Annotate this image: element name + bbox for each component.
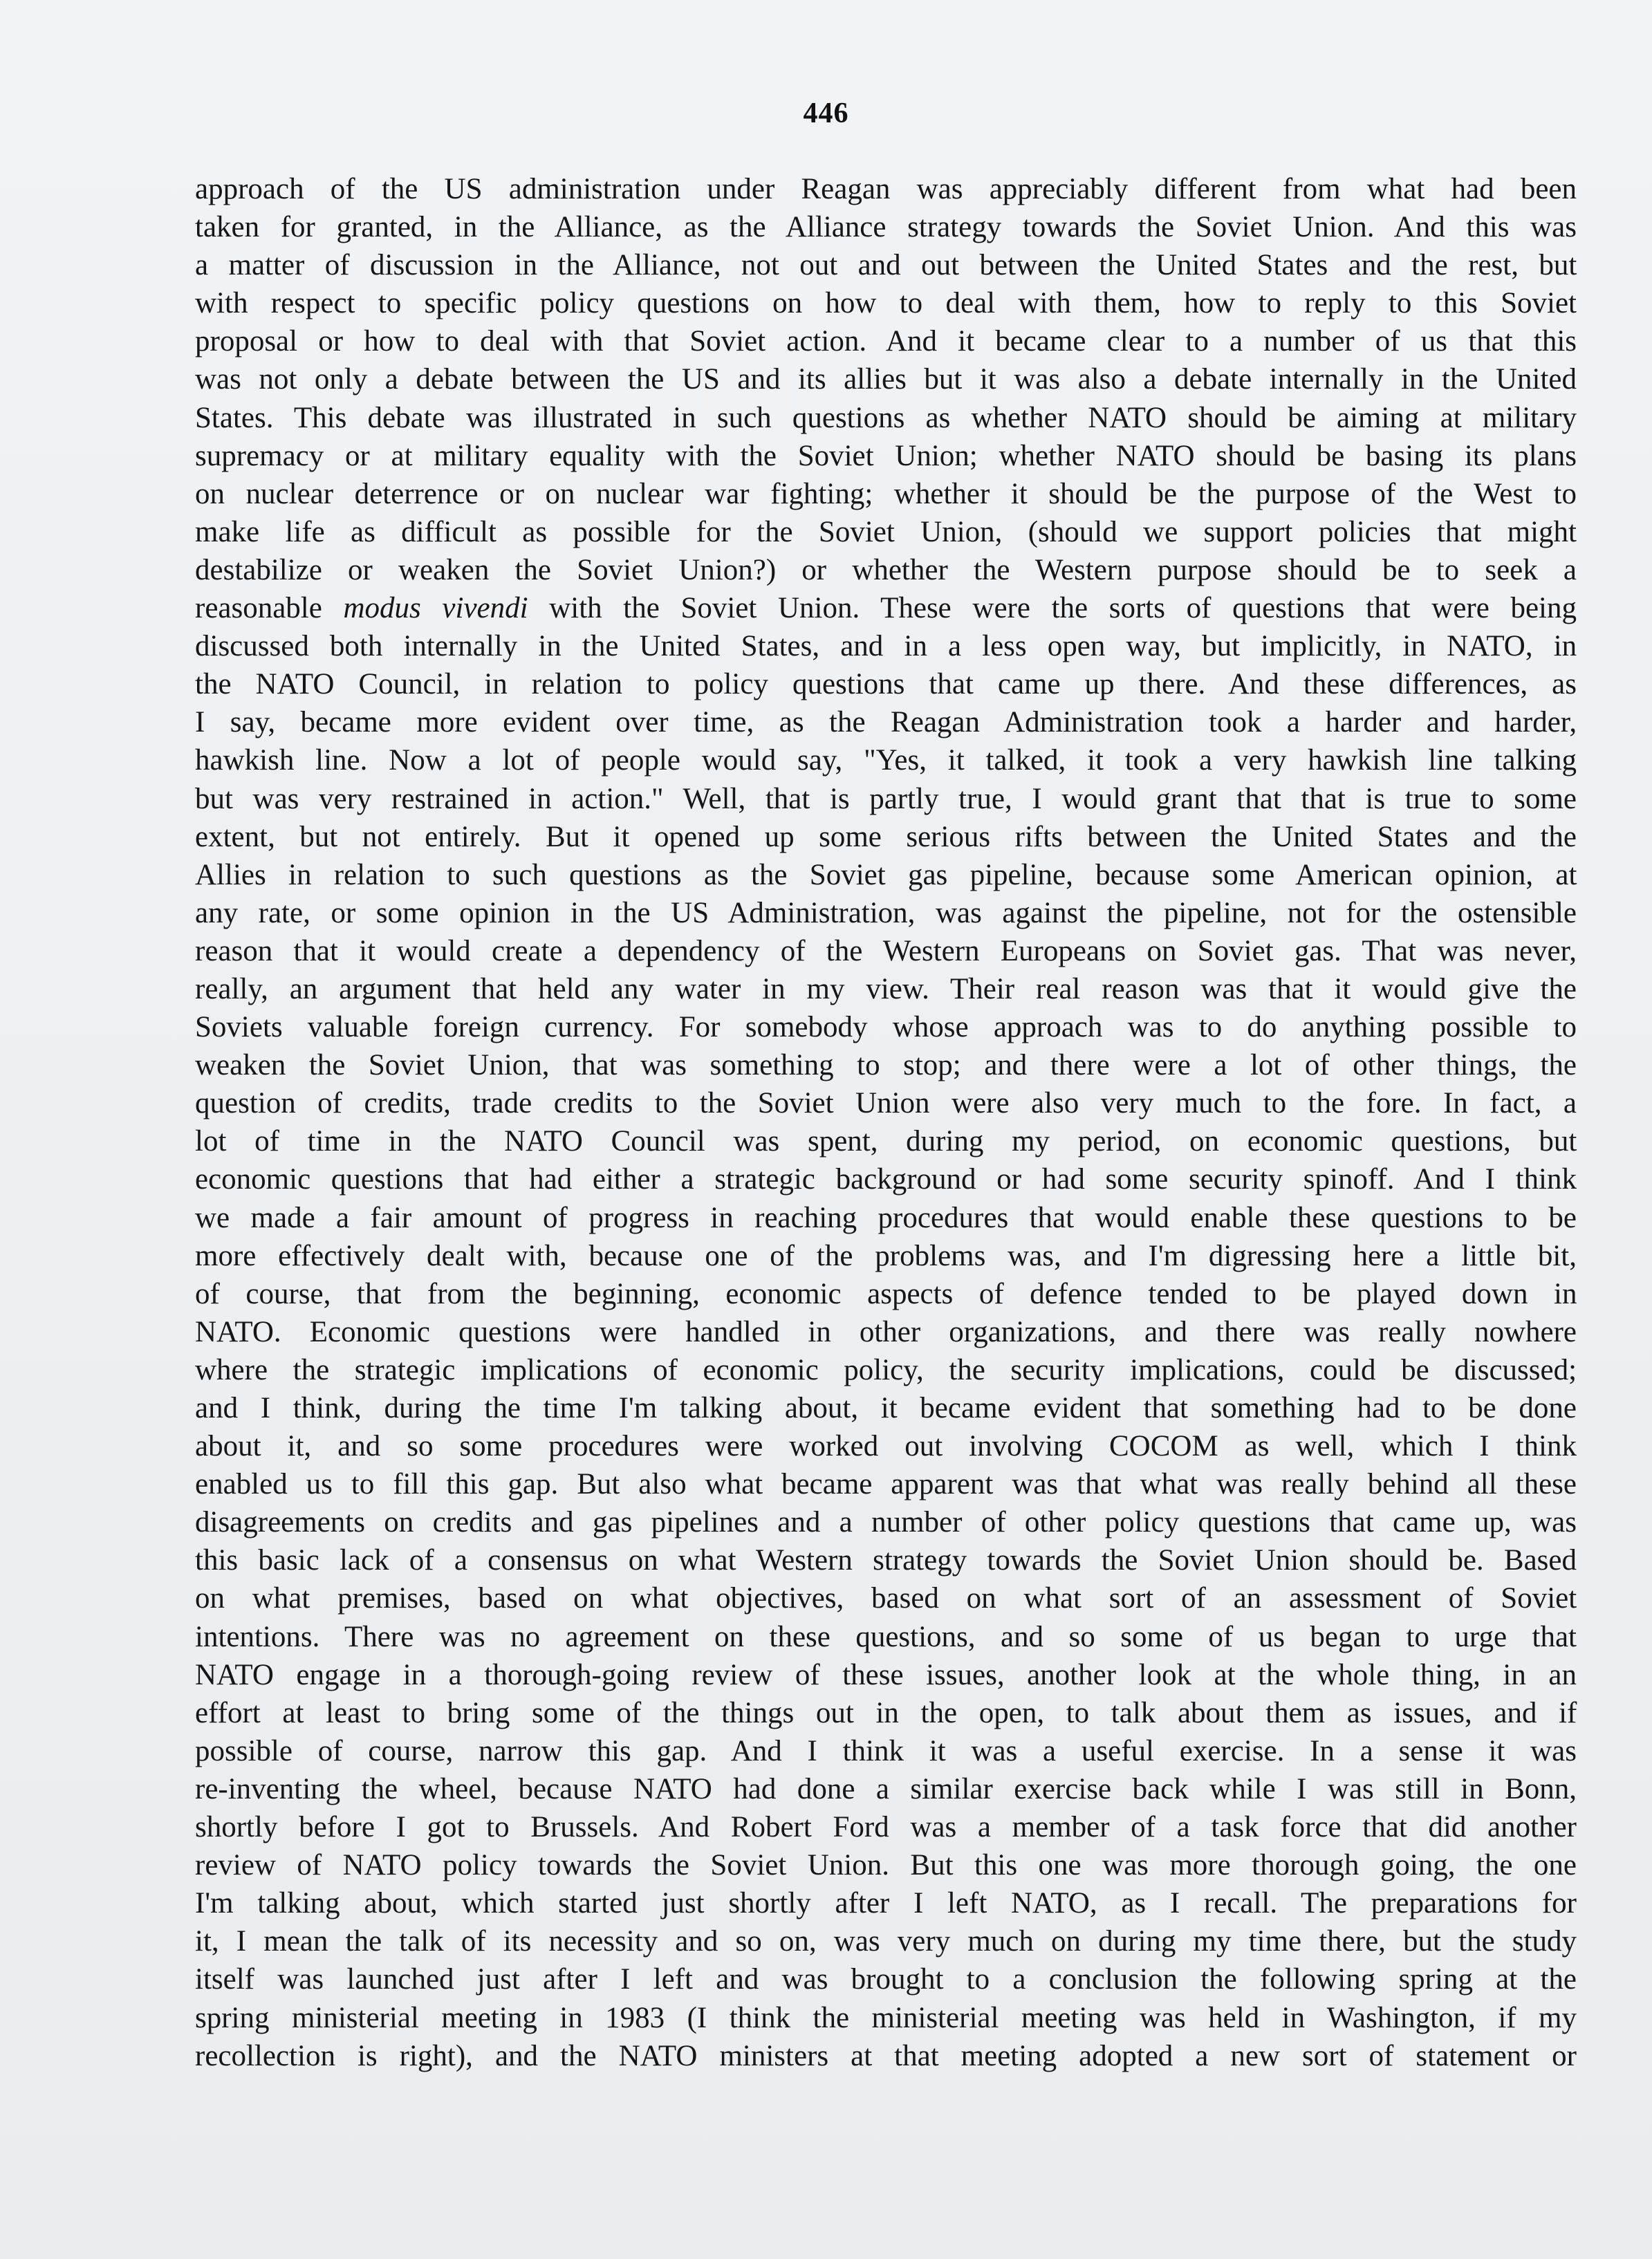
text-line: I say, became more evident over time, as the Reagan Administration took a harder and harder, bbox=[195, 706, 1577, 739]
text-line: make life as difficult as possible for the Soviet Union, (should we support policies that might bbox=[195, 515, 1577, 548]
text-line: economic questions that had either a strategic background or had some security spinoff. And I think bbox=[195, 1163, 1577, 1196]
text-line: Allies in relation to such questions as the Soviet gas pipeline, because some American opinion, at bbox=[195, 858, 1577, 891]
text-line: proposal or how to deal with that Soviet action. And it became clear to a number of us that this bbox=[195, 325, 1577, 358]
text-line: hawkish line. Now a lot of people would say, "Yes, it talked, it took a very hawkish line talking bbox=[195, 744, 1577, 777]
text-line: we made a fair amount of progress in reaching procedures that would enable these questions to be bbox=[195, 1201, 1577, 1234]
text-line: extent, but not entirely. But it opened up some serious rifts between the United States and the bbox=[195, 820, 1577, 853]
text-line: review of NATO policy towards the Soviet Union. But this one was more thorough going, the one bbox=[195, 1849, 1577, 1882]
text-line: NATO engage in a thorough-going review of these issues, another look at the whole thing, in an bbox=[195, 1658, 1577, 1691]
text-line: but was very restrained in action." Well, that is partly true, I would grant that that is true to some bbox=[195, 782, 1577, 815]
text-line: enabled us to fill this gap. But also what became apparent was that what was really behind all these bbox=[195, 1468, 1577, 1501]
text-line: where the strategic implications of economic policy, the security implications, could be discussed; bbox=[195, 1353, 1577, 1386]
text-line: reasonable modus vivendi with the Soviet Union. These were the sorts of questions that were being bbox=[195, 592, 1577, 625]
text-line: discussed both internally in the United States, and in a less open way, but implicitly, in NATO, in bbox=[195, 630, 1577, 663]
text-line: this basic lack of a consensus on what Western strategy towards the Soviet Union should be. Based bbox=[195, 1544, 1577, 1577]
text-line: spring ministerial meeting in 1983 (I think the ministerial meeting was held in Washington, if my bbox=[195, 2001, 1577, 2034]
text-line: recollection is right), and the NATO ministers at that meeting adopted a new sort of statement or bbox=[195, 2039, 1577, 2072]
text-line: NATO. Economic questions were handled in other organizations, and there was really nowhere bbox=[195, 1315, 1577, 1348]
text-line: I'm talking about, which started just shortly after I left NATO, as I recall. The preparations for bbox=[195, 1887, 1577, 1920]
text-line: shortly before I got to Brussels. And Robert Ford was a member of a task force that did another bbox=[195, 1811, 1577, 1844]
text-line: approach of the US administration under Reagan was appreciably different from what had been bbox=[195, 173, 1577, 205]
text-line: Soviets valuable foreign currency. For somebody whose approach was to do anything possible to bbox=[195, 1011, 1577, 1044]
text-line: weaken the Soviet Union, that was something to stop; and there were a lot of other things, the bbox=[195, 1049, 1577, 1082]
text-line: on nuclear deterrence or on nuclear war fighting; whether it should be the purpose of the West to bbox=[195, 477, 1577, 510]
text-line: taken for granted, in the Alliance, as the Alliance strategy towards the Soviet Union. And this was bbox=[195, 211, 1577, 244]
text-line: itself was launched just after I left and was brought to a conclusion the following spring at the bbox=[195, 1963, 1577, 1996]
text-line: really, an argument that held any water in my view. Their real reason was that it would give the bbox=[195, 972, 1577, 1005]
text-line: about it, and so some procedures were worked out involving COCOM as well, which I think bbox=[195, 1430, 1577, 1463]
text-line: was not only a debate between the US and its allies but it was also a debate internally in the United bbox=[195, 363, 1577, 396]
text-line: lot of time in the NATO Council was spent, during my period, on economic questions, but bbox=[195, 1125, 1577, 1158]
text-line: the NATO Council, in relation to policy questions that came up there. And these differences, as bbox=[195, 668, 1577, 701]
text-line: it, I mean the talk of its necessity and so on, was very much on during my time there, but the study bbox=[195, 1925, 1577, 1958]
text-line: effort at least to bring some of the things out in the open, to talk about them as issues, and if bbox=[195, 1696, 1577, 1729]
text-line: disagreements on credits and gas pipelines and a number of other policy questions that came up, was bbox=[195, 1506, 1577, 1539]
page-number: 446 bbox=[803, 97, 849, 129]
text-line: intentions. There was no agreement on these questions, and so some of us began to urge that bbox=[195, 1620, 1577, 1653]
text-line: more effectively dealt with, because one of the problems was, and I'm digressing here a little bit, bbox=[195, 1239, 1577, 1272]
text-line: possible of course, narrow this gap. And I think it was a useful exercise. In a sense it was bbox=[195, 1734, 1577, 1767]
text-line: re-inventing the wheel, because NATO had done a similar exercise back while I was still in Bonn, bbox=[195, 1772, 1577, 1805]
text-line: destabilize or weaken the Soviet Union?) or whether the Western purpose should be to seek a bbox=[195, 553, 1577, 586]
text-line: a matter of discussion in the Alliance, not out and out between the United States and the rest, but bbox=[195, 249, 1577, 282]
text-line: and I think, during the time I'm talking about, it became evident that something had to be done bbox=[195, 1392, 1577, 1424]
text-line: question of credits, trade credits to the Soviet Union were also very much to the fore. In fact, a bbox=[195, 1087, 1577, 1120]
text-line: reason that it would create a dependency of the Western Europeans on Soviet gas. That was never, bbox=[195, 934, 1577, 967]
text-line: supremacy or at military equality with the Soviet Union; whether NATO should be basing its plans bbox=[195, 439, 1577, 472]
text-line: States. This debate was illustrated in such questions as whether NATO should be aiming at military bbox=[195, 401, 1577, 434]
text-line: on what premises, based on what objectives, based on what sort of an assessment of Soviet bbox=[195, 1582, 1577, 1615]
text-line: with respect to specific policy questions on how to deal with them, how to reply to this Soviet bbox=[195, 287, 1577, 320]
text-line: any rate, or some opinion in the US Administration, was against the pipeline, not for the ostensible bbox=[195, 896, 1577, 929]
text-line: of course, that from the beginning, economic aspects of defence tended to be played down in bbox=[195, 1277, 1577, 1310]
body-text bbox=[195, 170, 1577, 2075]
